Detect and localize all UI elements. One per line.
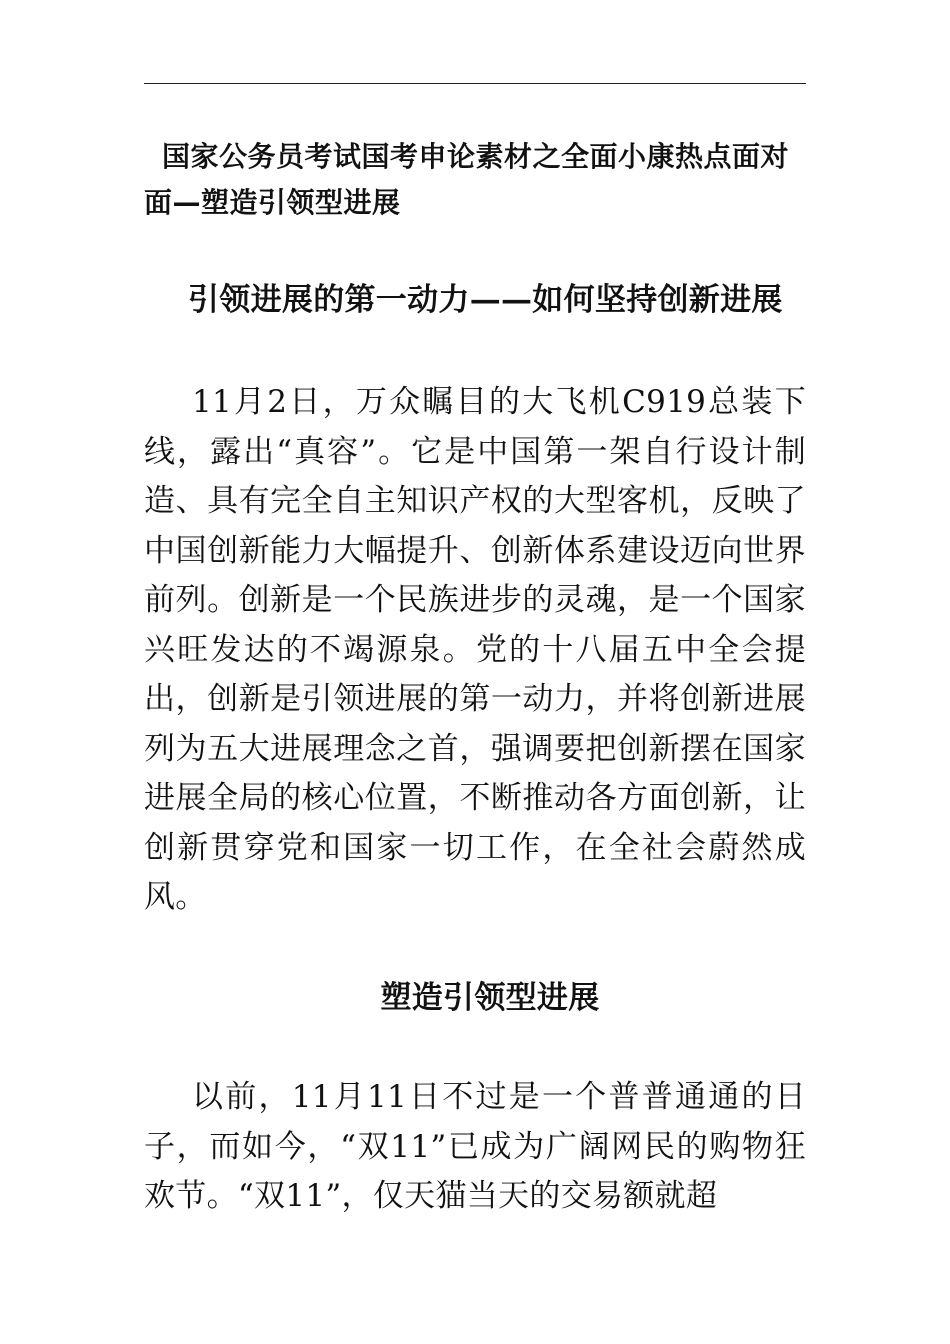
header-rule bbox=[144, 83, 806, 84]
section-heading-innovation: 引领进展的第一动力——如何坚持创新进展 bbox=[188, 282, 783, 318]
body-paragraph-c919: 11月2日，万众瞩目的大飞机C919总装下线，露出“真容”。它是中国第一架自行设计制造、具有完全自主知识产权的大型客机，反映了中国创新能力大幅提升、创新体系建设迈向世界前列。创新是一个民族进步的灵魂，是一个国家兴旺发达的不竭源泉。党的十八届五中全会提出，创新是引领进展的第一动力，并将创新进展列为五大进展理念之首，强调要把创新摆在国家进展全局的核心位置，不断推动各方面创新，让创新贯穿党和国家一切工作，在全社会蔚然成风。 bbox=[144, 384, 806, 915]
document-title: 国家公务员考试国考申论素材之全面小康热点面对面—塑造引领型进展 bbox=[144, 140, 790, 219]
section-heading-leading-development: 塑造引领型进展 bbox=[380, 980, 600, 1016]
body-paragraph-double-11: 以前，11月11日不过是一个普普通通的日子，而如今，“双11”已成为广阔网民的购物狂欢节。“双11”，仅天猫当天的交易额就超 bbox=[144, 1079, 806, 1214]
